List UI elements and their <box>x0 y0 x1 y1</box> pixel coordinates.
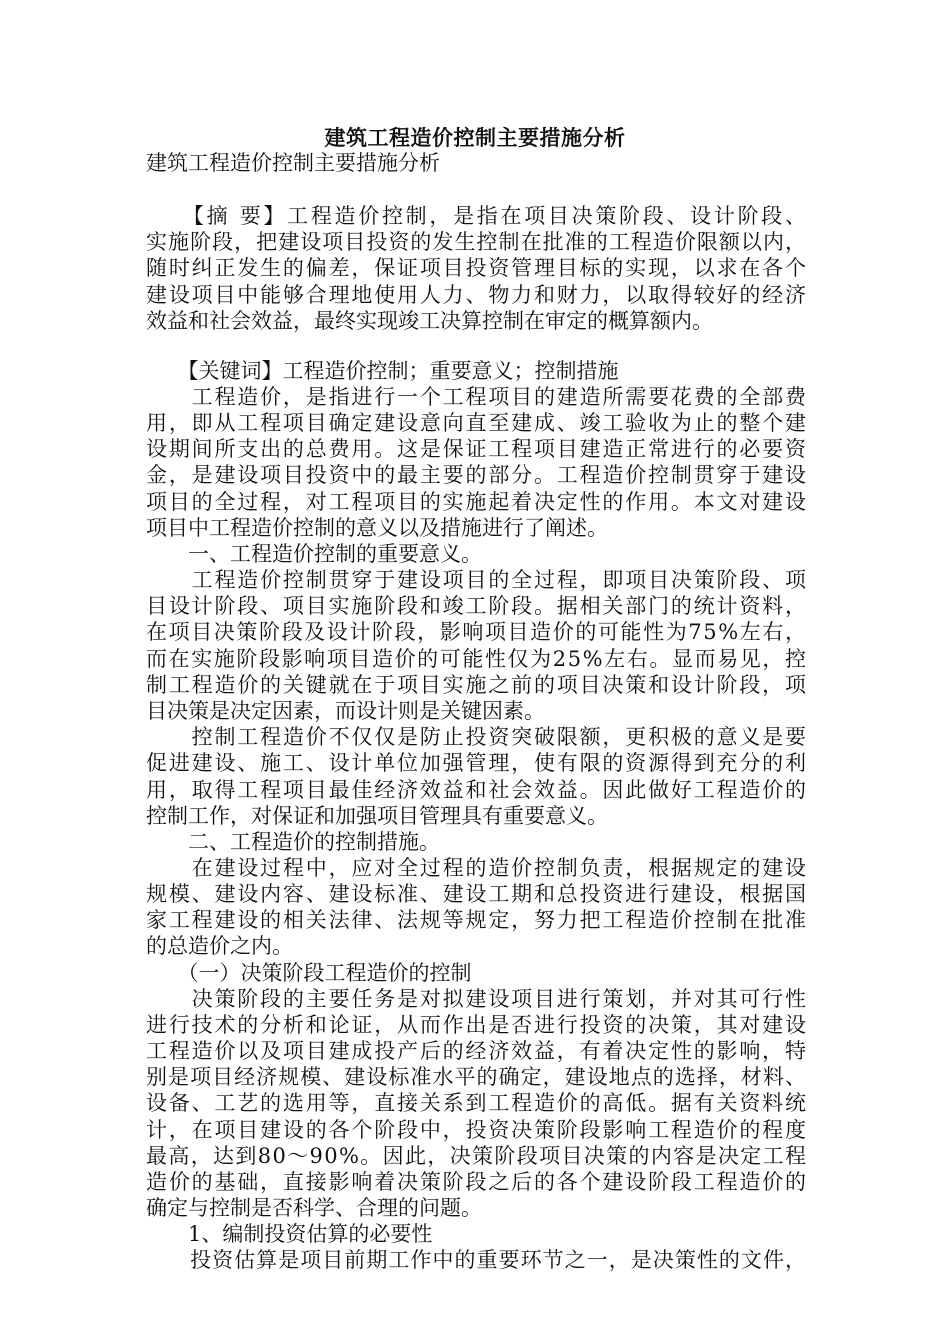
document-title: 建筑工程造价控制主要措施分析 <box>324 125 626 150</box>
paragraph-line: 金，是建设项目投资中的最主要的部分。工程造价控制贯穿于建设 <box>146 463 808 487</box>
paragraph-line: 设备、工艺的选用等，直接关系到工程造价的高低。据有关资料统 <box>146 1091 808 1115</box>
paragraph-line: 【关键词】工程造价控制；重要意义；控制措施 <box>146 359 619 383</box>
paragraph-line: 一、工程造价控制的重要意义。 <box>146 542 482 566</box>
paragraph-line: 投资估算是项目前期工作中的重要环节之一，是决策性的文件， <box>146 1248 808 1272</box>
paragraph-line: 项目的全过程，对工程项目的实施起着决定性的作用。本文对建设 <box>146 490 808 514</box>
paragraph-line: 用，取得工程项目最佳经济效益和社会效益。因此做好工程造价的 <box>146 778 808 802</box>
paragraph-line: 控制工作，对保证和加强项目管理具有重要意义。 <box>146 804 608 828</box>
paragraph-line: 建设项目中能够合理地使用人力、物力和财力，以取得较好的经济 <box>146 283 808 307</box>
paragraph-line: 【摘 要】工程造价控制，是指在项目决策阶段、设计阶段、 <box>146 204 809 228</box>
paragraph-line: 效益和社会效益，最终实现竣工决算控制在审定的概算额内。 <box>146 309 713 333</box>
paragraph-line: 工程造价，是指进行一个工程项目的建造所需要花费的全部费 <box>146 385 808 409</box>
paragraph-line: 而在实施阶段影响项目造价的可能性仅为25%左右。显而易见，控 <box>146 647 808 671</box>
paragraph-line: 目决策是决定因素，而设计则是关键因素。 <box>146 699 545 723</box>
paragraph-line: 造价的基础，直接影响着决策阶段之后的各个建设阶段工程造价的 <box>146 1170 808 1194</box>
paragraph-line: 最高，达到80～90%。因此，决策阶段项目决策的内容是决定工程 <box>146 1144 808 1168</box>
paragraph-line: 家工程建设的相关法律、法规等规定，努力把工程造价控制在批准 <box>146 908 808 932</box>
paragraph-line: 随时纠正发生的偏差，保证项目投资管理目标的实现，以求在各个 <box>146 256 808 280</box>
paragraph-line: 二、工程造价的控制措施。 <box>146 830 440 854</box>
paragraph-line: 进行技术的分析和论证，从而作出是否进行投资的决策，其对建设 <box>146 1013 808 1037</box>
paragraph-line: 在建设过程中，应对全过程的造价控制负责，根据规定的建设 <box>146 856 808 880</box>
paragraph-line: 决策阶段的主要任务是对拟建设项目进行策划，并对其可行性 <box>146 987 808 1011</box>
paragraph-line: 控制工程造价不仅仅是防止投资突破限额，更积极的意义是要 <box>146 725 808 749</box>
paragraph-line: 工程造价控制贯穿于建设项目的全过程，即项目决策阶段、项 <box>146 568 808 592</box>
paragraph-line: 的总造价之内。 <box>146 934 293 958</box>
paragraph-line: 别是项目经济规模、建设标准水平的确定，建设地点的选择，材料、 <box>146 1065 808 1089</box>
paragraph-line: 制工程造价的关键就在于项目实施之前的项目决策和设计阶段，项 <box>146 673 808 697</box>
paragraph-line: 促进建设、施工、设计单位加强管理，使有限的资源得到充分的利 <box>146 751 808 775</box>
paragraph-line: 1、编制投资估算的必要性 <box>146 1222 433 1246</box>
paragraph-line: 在项目决策阶段及设计阶段，影响项目造价的可能性为75%左右， <box>146 620 808 644</box>
paragraph-line: （一）决策阶段工程造价的控制 <box>146 961 472 985</box>
paragraph-line: 实施阶段，把建设项目投资的发生控制在批准的工程造价限额以内， <box>146 230 808 254</box>
document-subtitle: 建筑工程造价控制主要措施分析 <box>146 151 440 175</box>
paragraph-line: 工程造价以及项目建成投产后的经济效益，有着决定性的影响，特 <box>146 1039 808 1063</box>
paragraph-line: 设期间所支出的总费用。这是保证工程项目建造正常进行的必要资 <box>146 437 808 461</box>
paragraph-line: 项目中工程造价控制的意义以及措施进行了阐述。 <box>146 516 608 540</box>
paragraph-line: 目设计阶段、项目实施阶段和竣工阶段。据相关部门的统计资料， <box>146 594 808 618</box>
paragraph-line: 规模、建设内容、建设标准、建设工期和总投资进行建设，根据国 <box>146 882 808 906</box>
paragraph-line: 计，在项目建设的各个阶段中，投资决策阶段影响工程造价的程度 <box>146 1118 808 1142</box>
paragraph-line: 确定与控制是否科学、合理的问题。 <box>146 1196 482 1220</box>
paragraph-line: 用，即从工程项目确定建设意向直至建成、竣工验收为止的整个建 <box>146 411 808 435</box>
